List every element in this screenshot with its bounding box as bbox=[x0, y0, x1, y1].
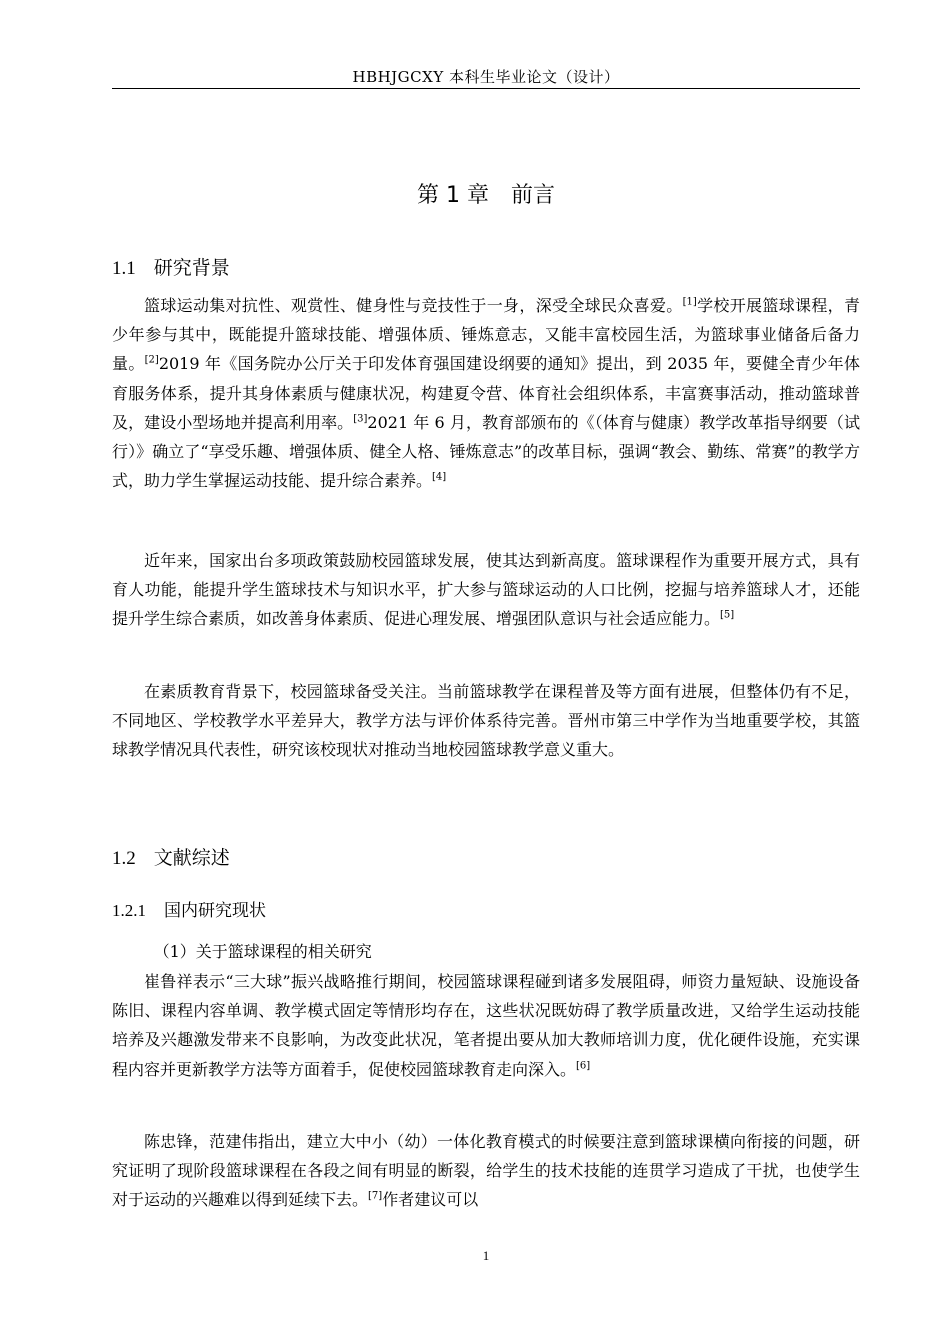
citation-marker: [7] bbox=[368, 1191, 383, 1203]
paragraph-background-1: 篮球运动集对抗性、观赏性、健身性与竞技性于一身，深受全球民众喜爱。[1]学校开展篮球课程，青少年参与其中，既能提升篮球技能、增强体质、锤炼意志，又能丰富校园生活，为篮球事业储备后备力量。[2]2019 年《国务院办公厅关于印发体育强国建设纲要的通知》提出，到 2035 年，要健全青少年体育服务体系，提升其身体素质与健康状况，构建夏令营、体育社会组织体系，丰富赛事活动，推动篮球普及，建设小型场地并提高利用率。[3]2021 年 6 月，教育部颁布的《（体育与健康）教学改革指导纲要（试行）》确立了“享受乐趣、增强体质、健全人格、锤炼意志”的改革目标，强调“教会、勤练、常赛”的教学方式，助力学生掌握运动技能、提升综合素养。[4] bbox=[112, 296, 860, 491]
page-number: 1 bbox=[482, 1248, 490, 1263]
header-rule bbox=[112, 88, 860, 89]
section-number: 1.2 bbox=[112, 848, 136, 869]
citation-marker: [3] bbox=[353, 413, 368, 425]
citation-marker: [1] bbox=[682, 296, 697, 308]
paragraph-background-3: 在素质教育背景下，校园篮球备受关注。当前篮球教学在课程普及等方面有进展，但整体仍有不足，不同地区、学校教学水平差异大，教学方法与评价体系待完善。晋州市第三中学作为当地重要学校，其篮球教学情况具代表性，研究该校现状对推动当地校园篮球教学意义重大。 bbox=[112, 682, 860, 760]
citation-marker: [6] bbox=[576, 1060, 591, 1072]
section-heading-1-1 bbox=[112, 253, 230, 280]
citation-marker: [5] bbox=[720, 610, 735, 622]
subsection-title: 国内研究现状 bbox=[164, 901, 266, 921]
chapter-title: 第 1 章 前言 bbox=[417, 183, 555, 208]
subsection-number: 1.2.1 bbox=[112, 901, 146, 920]
section-number: 1.1 bbox=[112, 258, 136, 279]
citation-marker: [4] bbox=[432, 471, 447, 483]
section-title: 文献综述 bbox=[153, 847, 230, 869]
item-label: （1）关于篮球课程的相关研究 bbox=[153, 942, 372, 961]
paragraph-background-2: 近年来，国家出台多项政策鼓励校园篮球发展，使其达到新高度。篮球课程作为重要开展方式，具有育人功能，能提升学生篮球技术与知识水平，扩大参与篮球运动的人口比例，挖掘与培养篮球人才，还能提升学生综合素质，如改善身体素质、促进心理发展、增强团队意识与社会适应能力。[5] bbox=[112, 551, 860, 629]
section-heading-1-2 bbox=[112, 843, 230, 870]
paragraph-domestic-2: 陈忠锋，范建伟指出，建立大中小（幼）一体化教育模式的时候要注意到篮球课横向衔接的问题，研究证明了现阶段篮球课程在各段之间有明显的断裂，给学生的技术技能的连贯学习造成了干扰，也使学生对于运动的兴趣难以得到延续下去。[7]作者建议可以 bbox=[112, 1132, 860, 1210]
subsection-heading-1-2-1 bbox=[112, 896, 266, 921]
citation-marker: [2] bbox=[144, 355, 159, 367]
section-title: 研究背景 bbox=[153, 257, 230, 279]
running-header: HBHJGCXY 本科生毕业论文（设计） bbox=[352, 68, 620, 86]
paragraph-domestic-1: 崔鲁祥表示“三大球”振兴战略推行期间，校园篮球课程碰到诸多发展阻碍，师资力量短缺、设施设备陈旧、课程内容单调、教学模式固定等情形均存在，这些状况既妨碍了教学质量改进，又给学生运动技能培养及兴趣激发带来不良影响，为改变此状况，笔者提出要从加大教师培训力度，优化硬件设施，充实课程内容并更新教学方法等方面着手，促使校园篮球教育走向深入。[6] bbox=[112, 972, 860, 1079]
